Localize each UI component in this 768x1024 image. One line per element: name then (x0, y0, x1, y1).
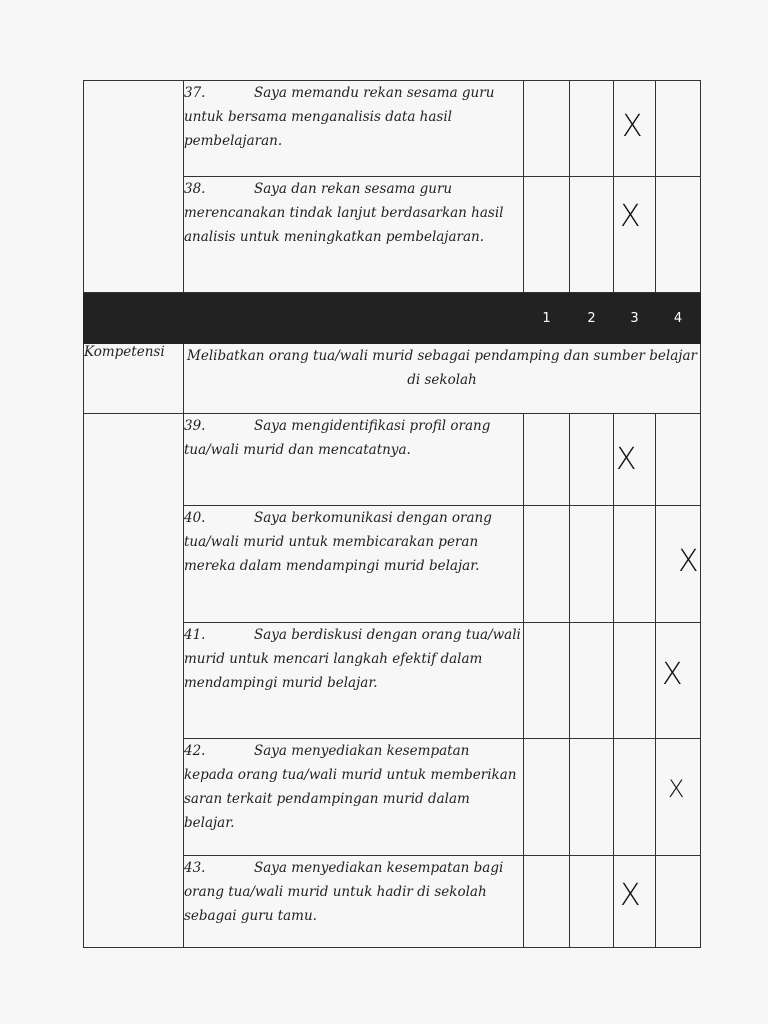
score-cell-3[interactable] (614, 177, 656, 293)
score-cell-2[interactable] (570, 506, 614, 623)
x-mark: X (668, 775, 685, 803)
item-text: Saya berkomunikasi dengan orang tua/wali murid untuk membicarakan peran mereka dalam mendampingi murid belajar. (184, 510, 492, 574)
score-cell-1[interactable] (524, 623, 570, 739)
score-cell-2[interactable] (570, 623, 614, 739)
item-row-37 (84, 81, 701, 177)
score-cell-2[interactable] (570, 81, 614, 177)
scale-number-3: 3 (630, 310, 639, 326)
x-mark: X (620, 878, 641, 913)
score-cell-1[interactable] (524, 177, 570, 293)
statement-40 (184, 506, 524, 623)
scale-header-band (84, 293, 701, 344)
score-cell-4[interactable] (656, 856, 701, 948)
score-cell-3[interactable] (614, 81, 656, 177)
item-text: Saya menyediakan kesempatan kepada orang tua/wali murid untuk memberikan saran terkait pendampingan murid dalam belajar. (184, 743, 517, 831)
x-mark: X (678, 544, 699, 579)
score-cell-2[interactable] (570, 739, 614, 856)
competency-row (84, 344, 701, 414)
score-cell-3[interactable] (614, 856, 656, 948)
score-cell-4[interactable] (656, 506, 701, 623)
x-mark: X (662, 657, 683, 692)
score-cell-2[interactable] (570, 177, 614, 293)
score-cell-1[interactable] (524, 81, 570, 177)
statement-37 (184, 81, 524, 177)
item-text: Saya mengidentifikasi profil orang tua/wali murid dan mencatatnya. (184, 418, 491, 458)
questionnaire-table (83, 80, 701, 948)
statement-42 (184, 739, 524, 856)
score-cell-4[interactable] (656, 414, 701, 506)
score-cell-4[interactable] (656, 177, 701, 293)
scale-number-1: 1 (542, 310, 551, 326)
item-text: Saya menyediakan kesempatan bagi orang tua/wali murid untuk hadir di sekolah sebagai guru tamu. (184, 860, 504, 924)
statement-41 (184, 623, 524, 739)
score-cell-4[interactable] (656, 739, 701, 856)
score-cell-3[interactable] (614, 739, 656, 856)
competency-title: Melibatkan orang tua/wali murid sebagai pendamping dan sumber belajar di sekolah (184, 344, 701, 414)
score-cell-1[interactable] (524, 739, 570, 856)
score-cell-1[interactable] (524, 506, 570, 623)
score-cell-4[interactable] (656, 623, 701, 739)
x-mark: X (622, 109, 643, 144)
score-cell-2[interactable] (570, 856, 614, 948)
scale-number-4: 4 (673, 310, 683, 326)
item-number: 38. (184, 181, 206, 197)
score-cell-2[interactable] (570, 414, 614, 506)
item-number: 42. (184, 743, 206, 759)
x-mark: X (620, 199, 641, 234)
score-cell-3[interactable] (614, 506, 656, 623)
statement-38 (184, 177, 524, 293)
statement-39 (184, 414, 524, 506)
item-number: 43. (184, 860, 206, 876)
item-row-39 (84, 414, 701, 506)
item-number: 40. (184, 510, 206, 526)
statement-43 (184, 856, 524, 948)
left-column-blank (84, 81, 184, 293)
score-cell-3[interactable] (614, 623, 656, 739)
left-column-blank (84, 414, 184, 948)
competency-label: Kompetensi (84, 344, 184, 414)
item-number: 37. (184, 85, 206, 101)
score-cell-1[interactable] (524, 414, 570, 506)
item-text: Saya memandu rekan sesama guru untuk bersama menganalisis data hasil pembelajaran. (184, 85, 495, 149)
item-text: Saya dan rekan sesama guru merencanakan tindak lanjut berdasarkan hasil analisis untuk meningkatkan pembelajaran. (184, 181, 504, 245)
score-cell-1[interactable] (524, 856, 570, 948)
scale-number-2: 2 (587, 310, 596, 326)
item-number: 39. (184, 418, 206, 434)
score-cell-3[interactable] (614, 414, 656, 506)
item-number: 41. (184, 627, 206, 643)
item-text: Saya berdiskusi dengan orang tua/wali murid untuk mencari langkah efektif dalam mendampingi murid belajar. (184, 627, 521, 691)
score-cell-4[interactable] (656, 81, 701, 177)
x-mark: X (616, 442, 637, 477)
